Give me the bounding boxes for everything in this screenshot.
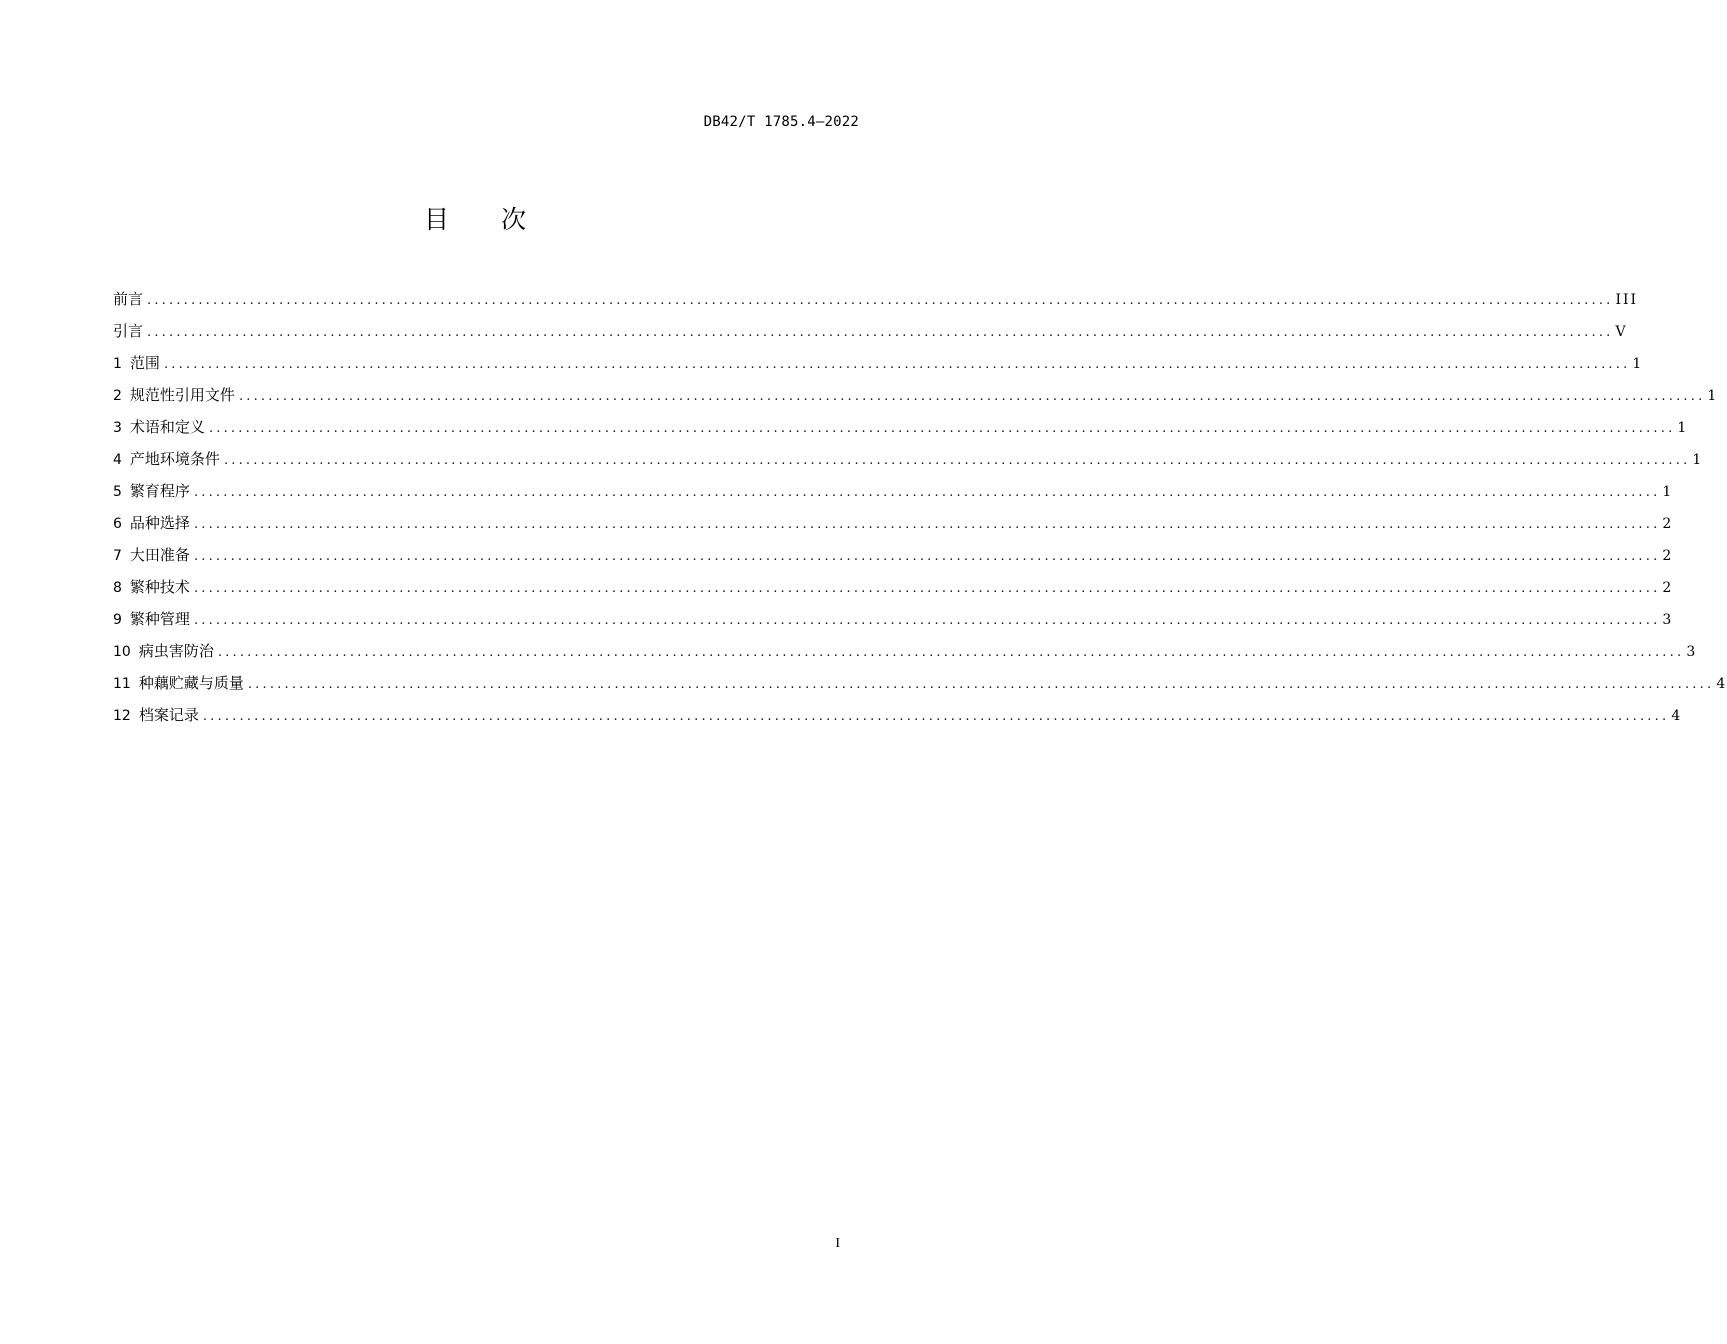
toc-entry-number: 6 <box>113 516 122 532</box>
toc-entry-page: 3 <box>1662 612 1674 628</box>
toc-entry-label: 大田准备 <box>129 546 190 564</box>
toc-entry-page: III <box>1615 292 1639 308</box>
toc-leader-dots: ........................................................................................................................................................................................................ <box>193 485 1661 500</box>
toc-entry-10[interactable] <box>113 639 1698 671</box>
toc-entry-page: V <box>1615 324 1628 340</box>
toc-entry-introduction[interactable] <box>113 319 1628 351</box>
toc-entry-page: 1 <box>1707 388 1719 404</box>
toc-entry-3[interactable] <box>113 415 1689 447</box>
toc-entry-page: 2 <box>1662 548 1674 564</box>
toc-entry-label: 种藕贮藏与质量 <box>138 674 244 692</box>
toc-entry-label: 档案记录 <box>138 706 199 724</box>
toc-leader-dots: ........................................................................................................................................................................................................ <box>193 517 1661 532</box>
toc-entry-11[interactable] <box>113 671 1727 703</box>
toc-entry-4[interactable] <box>113 447 1704 479</box>
toc-entry-label: 繁种管理 <box>129 610 190 628</box>
toc-entry-number: 7 <box>113 548 122 564</box>
toc-leader-dots: ........................................................................................................................................................................................................ <box>193 613 1661 628</box>
toc-entry-7[interactable] <box>113 543 1674 575</box>
toc-entry-number: 4 <box>113 452 122 468</box>
toc-entry-number: 8 <box>113 580 122 596</box>
toc-leader-dots: ........................................................................................................................................................................................................ <box>193 581 1661 596</box>
toc-entry-page: 2 <box>1662 516 1674 532</box>
toc-entry-number: 2 <box>113 388 122 404</box>
toc-entry-label: 病虫害防治 <box>138 642 214 660</box>
toc-entry-label: 范围 <box>129 354 160 372</box>
toc-entry-number: 11 <box>113 676 131 692</box>
toc-entry-9[interactable] <box>113 607 1674 639</box>
page-number: I <box>835 1236 840 1251</box>
toc-entry-label: 术语和定义 <box>129 418 205 436</box>
toc-entry-page: 3 <box>1686 644 1698 660</box>
toc-leader-dots: ........................................................................................................................................................................................................ <box>247 677 1715 692</box>
toc-entry-1[interactable] <box>113 351 1644 383</box>
toc-entry-12[interactable] <box>113 703 1683 735</box>
toc-entry-page: 1 <box>1692 452 1704 468</box>
table-of-contents <box>113 287 1727 735</box>
toc-entry-page: 2 <box>1662 580 1674 596</box>
toc-leader-dots: ........................................................................................................................................................................................................ <box>147 293 1614 308</box>
toc-entry-2[interactable] <box>113 383 1719 415</box>
toc-entry-label: 产地环境条件 <box>129 450 220 468</box>
page-title: 目 次 <box>424 205 548 234</box>
toc-entry-number: 1 <box>113 356 122 372</box>
toc-entry-6[interactable] <box>113 511 1674 543</box>
toc-entry-label: 前言 <box>113 290 144 308</box>
toc-entry-5[interactable] <box>113 479 1674 511</box>
toc-entry-label: 繁种技术 <box>129 578 190 596</box>
toc-leader-dots: ........................................................................................................................................................................................................ <box>202 709 1670 724</box>
toc-entry-label: 繁育程序 <box>129 482 190 500</box>
toc-leader-dots: ........................................................................................................................................................................................................ <box>208 421 1676 436</box>
toc-leader-dots: ........................................................................................................................................................................................................ <box>147 325 1614 340</box>
toc-entry-number: 5 <box>113 484 122 500</box>
toc-leader-dots: ........................................................................................................................................................................................................ <box>238 389 1706 404</box>
toc-entry-page: 4 <box>1671 708 1683 724</box>
toc-entry-label: 引言 <box>113 322 144 340</box>
toc-entry-page: 1 <box>1677 420 1689 436</box>
toc-entry-label: 规范性引用文件 <box>129 386 235 404</box>
toc-entry-foreword[interactable] <box>113 287 1639 319</box>
toc-entry-number: 3 <box>113 420 122 436</box>
toc-entry-number: 9 <box>113 612 122 628</box>
toc-leader-dots: ........................................................................................................................................................................................................ <box>223 453 1691 468</box>
toc-entry-page: 1 <box>1662 484 1674 500</box>
toc-entry-number: 12 <box>113 708 131 724</box>
toc-leader-dots: ........................................................................................................................................................................................................ <box>217 645 1685 660</box>
toc-entry-number: 10 <box>113 644 131 660</box>
toc-entry-page: 4 <box>1716 676 1727 692</box>
toc-entry-8[interactable] <box>113 575 1674 607</box>
toc-entry-label: 品种选择 <box>129 514 190 532</box>
document-code: DB42/T 1785.4—2022 <box>703 114 859 130</box>
toc-leader-dots: ........................................................................................................................................................................................................ <box>163 357 1631 372</box>
toc-leader-dots: ........................................................................................................................................................................................................ <box>193 549 1661 564</box>
toc-entry-page: 1 <box>1632 356 1644 372</box>
